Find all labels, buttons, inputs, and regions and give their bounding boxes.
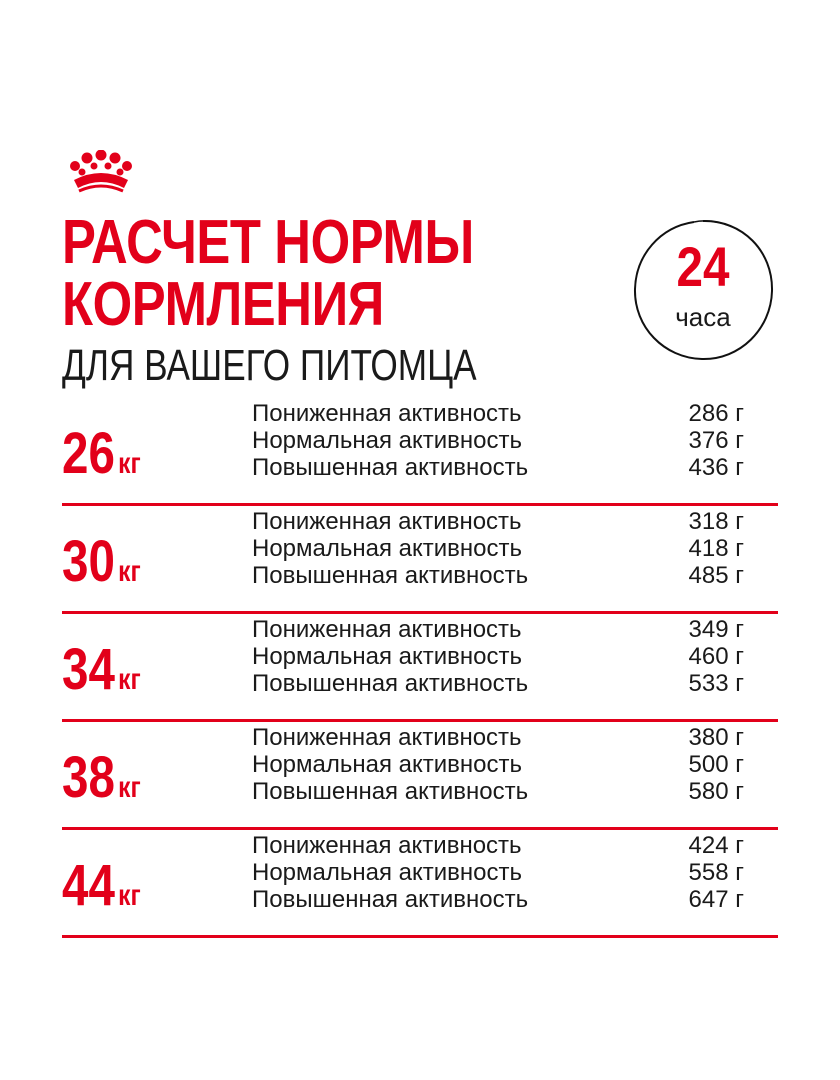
activity-label: Повышенная активность	[252, 778, 529, 805]
portion-value: 647 г	[688, 886, 744, 913]
24-hours-badge	[628, 215, 778, 365]
activity-item	[252, 670, 778, 697]
activity-label: Нормальная активность	[252, 643, 523, 670]
portion-value: 349 г	[688, 616, 744, 643]
activity-item	[252, 859, 778, 886]
activity-item	[252, 400, 778, 427]
weight-row	[62, 616, 778, 722]
weight-row	[62, 400, 778, 506]
row-divider	[62, 503, 778, 506]
activity-item	[252, 535, 778, 562]
activity-label: Пониженная активность	[252, 724, 522, 751]
portion-value: 380 г	[688, 724, 744, 751]
portion-value: 580 г	[688, 778, 744, 805]
activity-item	[252, 427, 778, 454]
portion-value: 436 г	[688, 454, 744, 481]
portion-value: 500 г	[688, 751, 744, 778]
activity-label: Пониженная активность	[252, 616, 522, 643]
activity-item	[252, 751, 778, 778]
activity-label: Повышенная активность	[252, 562, 529, 589]
portion-value: 533 г	[688, 670, 744, 697]
page-title	[62, 208, 474, 339]
weight-unit: кг	[118, 447, 141, 480]
activity-label: Пониженная активность	[252, 508, 522, 535]
portion-value: 418 г	[688, 535, 744, 562]
weight-unit: кг	[118, 879, 141, 912]
row-divider	[62, 827, 778, 830]
activity-list	[252, 724, 778, 805]
activity-item	[252, 778, 778, 805]
weight-label	[62, 853, 141, 926]
activity-label: Нормальная активность	[252, 535, 523, 562]
portion-value: 286 г	[688, 400, 744, 427]
portion-value: 485 г	[688, 562, 744, 589]
activity-list	[252, 832, 778, 913]
portion-value: 318 г	[688, 508, 744, 535]
portion-value: 558 г	[688, 859, 744, 886]
weight-value: 38	[62, 745, 115, 810]
activity-label: Нормальная активность	[252, 751, 523, 778]
activity-item	[252, 724, 778, 751]
activity-list	[252, 400, 778, 481]
activity-item	[252, 643, 778, 670]
weight-unit: кг	[118, 771, 141, 804]
weight-label	[62, 745, 141, 818]
activity-label: Нормальная активность	[252, 427, 523, 454]
activity-label: Пониженная активность	[252, 400, 522, 427]
activity-label: Нормальная активность	[252, 859, 523, 886]
activity-label: Повышенная активность	[252, 454, 529, 481]
activity-item	[252, 562, 778, 589]
row-divider	[62, 935, 778, 938]
activity-item	[252, 832, 778, 859]
portion-value: 376 г	[688, 427, 744, 454]
weight-value: 30	[62, 529, 115, 594]
weight-unit: кг	[118, 555, 141, 588]
title-line-1: РАСЧЕТ НОРМЫ	[62, 208, 474, 277]
weight-row	[62, 832, 778, 938]
badge-unit: часа	[675, 302, 731, 332]
activity-item	[252, 616, 778, 643]
portion-value: 424 г	[688, 832, 744, 859]
activity-item	[252, 886, 778, 913]
weight-row	[62, 724, 778, 830]
activity-item	[252, 454, 778, 481]
badge-value: 24	[676, 235, 730, 298]
activity-label: Пониженная активность	[252, 832, 522, 859]
weight-unit: кг	[118, 663, 141, 696]
weight-label	[62, 421, 141, 494]
weight-label	[62, 529, 141, 602]
row-divider	[62, 719, 778, 722]
weight-value: 26	[62, 421, 115, 486]
activity-list	[252, 508, 778, 589]
weight-value: 44	[62, 853, 115, 918]
row-divider	[62, 611, 778, 614]
activity-list	[252, 616, 778, 697]
activity-item	[252, 508, 778, 535]
activity-label: Повышенная активность	[252, 670, 529, 697]
page-subtitle: ДЛЯ ВАШЕГО ПИТОМЦА	[62, 341, 477, 390]
weight-label	[62, 637, 141, 710]
title-line-2: КОРМЛЕНИЯ	[62, 270, 384, 339]
weight-value: 34	[62, 637, 115, 702]
crown-logo-icon	[66, 150, 136, 196]
activity-label: Повышенная активность	[252, 886, 529, 913]
weight-row	[62, 508, 778, 614]
portion-value: 460 г	[688, 643, 744, 670]
